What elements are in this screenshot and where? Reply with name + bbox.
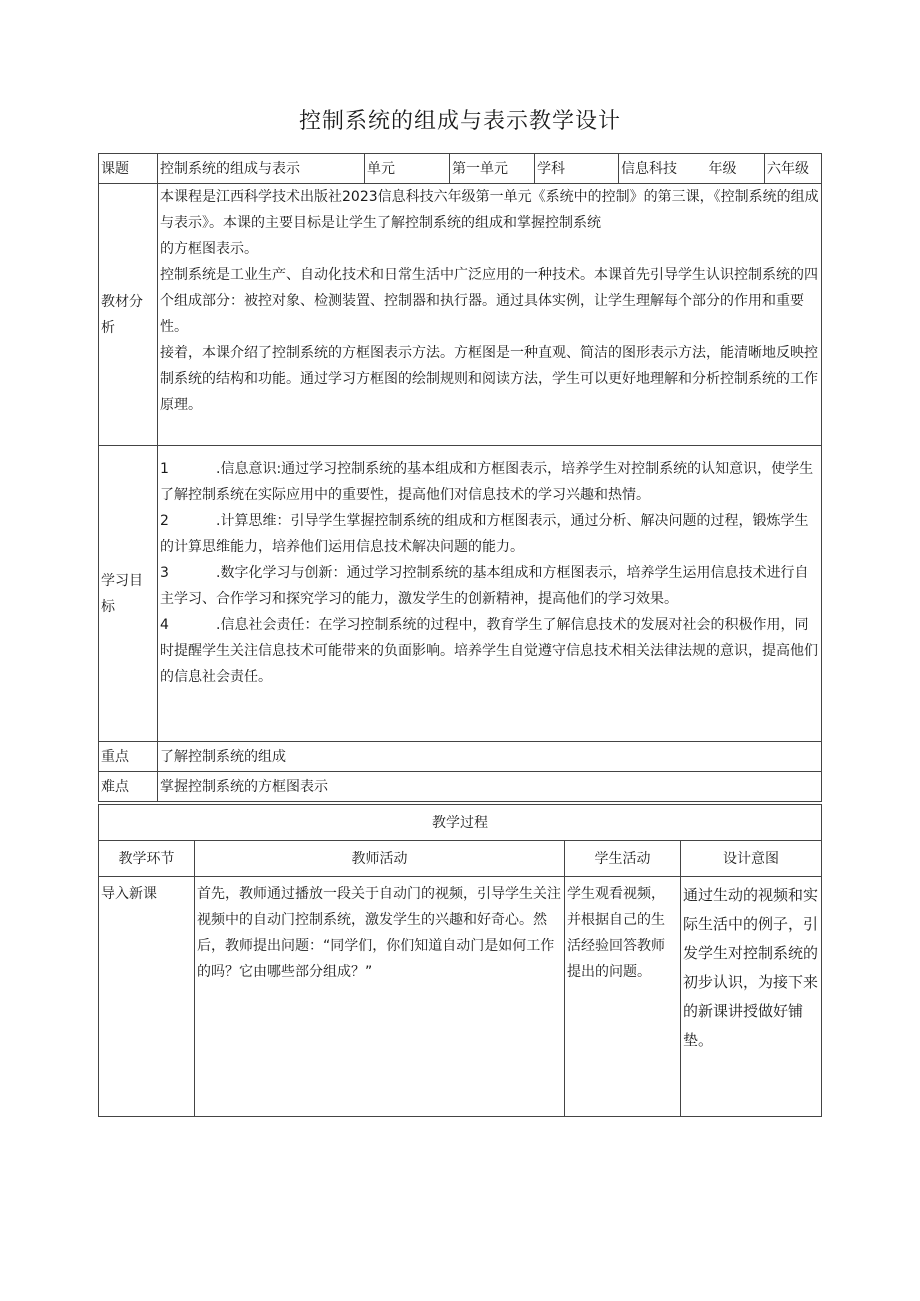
analysis-paragraph: 控制系统是工业生产、自动化技术和日常生活中广泛应用的一种技术。本课首先引导学生认识控制系统的四个组成部分：被控对象、检测装置、控制器和执行器。通过具体实例，让学生理解每个部分的作用和重要性。 (160, 267, 818, 335)
key-point-row (99, 742, 822, 772)
info-row (99, 154, 822, 184)
goal-item: 3 .数字化学习与创新：通过学习控制系统的基本组成和方框图表示，培养学生运用信息技术进行自主学习、合作学习和探究学习的能力，激发学生的创新精神，提高他们的学习效果。 (160, 565, 809, 607)
difficulty-value: 掌握控制系统的方框图表示 (158, 772, 822, 802)
analysis-paragraph: 接着，本课介绍了控制系统的方框图表示方法。方框图是一种直观、简洁的图形表示方法，能清晰地反映控制系统的结构和功能。通过学习方框图的绘制规则和阅读方法，学生可以更好地理解和分析控制系统的工作原理。 (160, 345, 818, 413)
subject-value: 信息科技 (619, 154, 707, 184)
lesson-info-table (98, 153, 822, 802)
header-student: 学生活动 (565, 841, 681, 877)
process-header-row (99, 841, 822, 877)
analysis-paragraph: 本课程是江西科学技术出版社2023信息科技六年级第一单元《系统中的控制》的第三课，《控制系统的组成与表示》。本课的主要目标是让学生了解控制系统的组成和掌握控制系统 (160, 189, 819, 231)
key-point-value: 了解控制系统的组成 (158, 742, 822, 772)
analysis-row (99, 184, 822, 446)
unit-value: 第一单元 (450, 154, 535, 184)
process-heading: 教学过程 (99, 805, 822, 841)
analysis-label: 教材分 析 (99, 184, 158, 446)
difficulty-label: 难点 (99, 772, 158, 802)
header-stage: 教学环节 (99, 841, 195, 877)
goal-item: 2 .计算思维：引导学生掌握控制系统的组成和方框图表示，通过分析、解决问题的过程，锻炼学生的计算思维能力，培养他们运用信息技术解决问题的能力。 (160, 513, 809, 555)
unit-label: 单元 (365, 154, 450, 184)
goal-item: 1 .信息意识:通过学习控制系统的基本组成和方框图表示，培养学生对控制系统的认知意识，使学生了解控制系统在实际应用中的重要性，提高他们对信息技术的学习兴趣和热情。 (160, 461, 814, 503)
course-label: 课题 (99, 154, 158, 184)
goals-label: 学习目 标 (99, 446, 158, 742)
grade-label: 年级 (707, 154, 765, 184)
key-point-label: 重点 (99, 742, 158, 772)
document-title: 控制系统的组成与表示教学设计 (298, 109, 621, 134)
difficulty-row (99, 772, 822, 802)
goals-row (99, 446, 822, 742)
goals-content (158, 446, 822, 742)
course-value: 控制系统的组成与表示 (158, 154, 365, 184)
analysis-paragraph: 的方框图表示。 (160, 241, 258, 257)
teacher-activity-cell: 首先，教师通过播放一段关于自动门的视频，引导学生关注视频中的自动门控制系统，激发学生的兴趣和好奇心。然后，教师提出问题：“同学们，你们知道自动门是如何工作的吗？它由哪些部分组成？” (195, 877, 565, 1117)
student-activity-cell: 学生观看视频，并根据自己的生活经验回答教师提出的问题。 (565, 877, 681, 1117)
goal-item: 4 .信息社会责任：在学习控制系统的过程中，教育学生了解信息技术的发展对社会的积极作用，同时提醒学生关注信息技术可能带来的负面影响。培养学生自觉遵守信息技术相关法律法规的意识，提高他们的信息社会责任。 (160, 617, 818, 685)
header-intent: 设计意图 (681, 841, 822, 877)
analysis-content (158, 184, 822, 446)
header-teacher: 教师活动 (195, 841, 565, 877)
stage-cell: 导入新课 (99, 877, 195, 1117)
teaching-process-table (98, 804, 822, 1117)
grade-value: 六年级 (765, 154, 822, 184)
table-row (99, 877, 822, 1117)
design-intent-cell: 通过生动的视频和实际生活中的例子，引发学生对控制系统的初步认识，为接下来的新课讲授做好铺垫。 (681, 877, 822, 1117)
subject-label: 学科 (535, 154, 619, 184)
